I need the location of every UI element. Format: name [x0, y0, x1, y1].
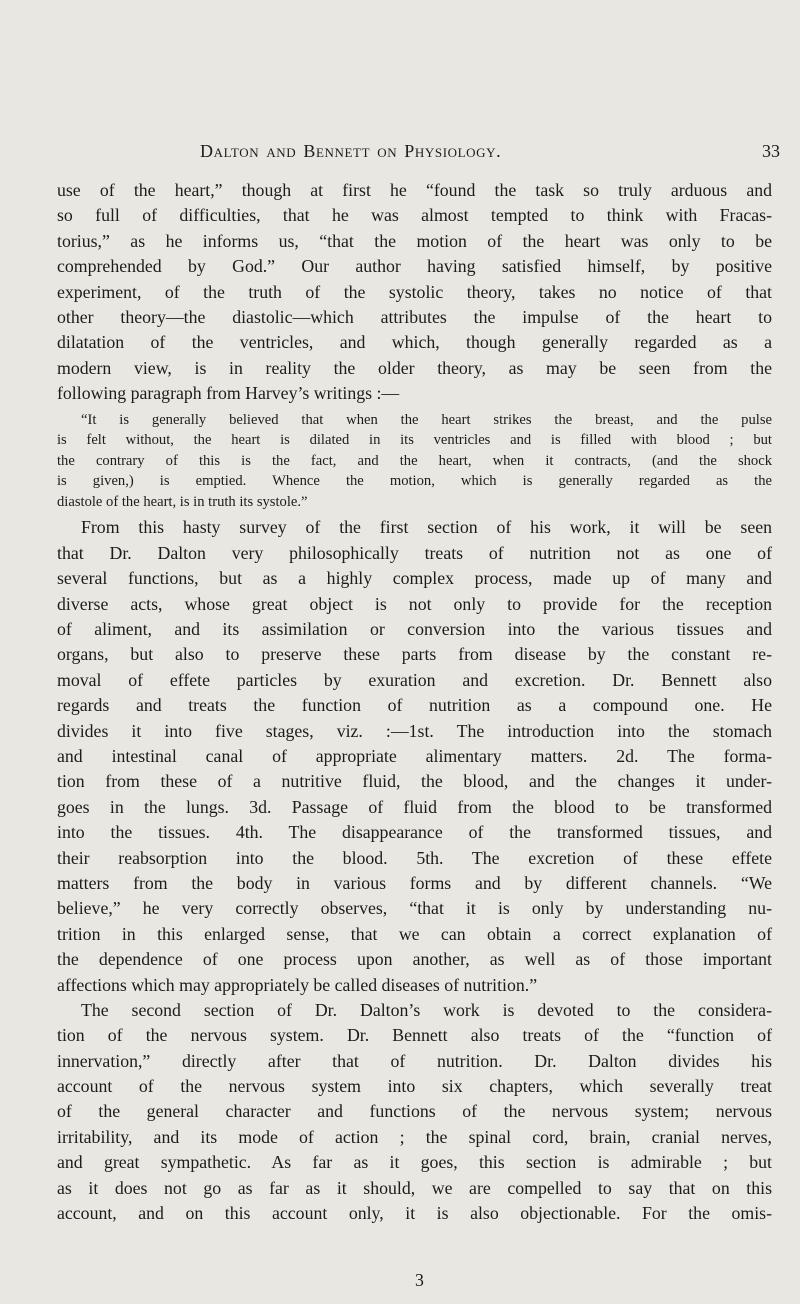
text-line: of aliment, and its assimilation or conversion into the various tissues and	[57, 619, 772, 640]
text-line: regards and treats the function of nutrition as a compound one. He	[57, 695, 772, 716]
text-line: experiment, of the truth of the systolic theory, takes no notice of that	[57, 281, 772, 302]
text-line: irritability, and its mode of action ; the spinal cord, brain, cranial nerves,	[57, 1126, 772, 1147]
quote-line: is given,) is emptied. Whence the motion, which is generally regarded as the	[57, 473, 772, 490]
paragraph-2	[57, 515, 772, 997]
text-line: so full of difficulties, that he was almost tempted to think with Fracas-	[57, 205, 772, 226]
text-line: goes in the lungs. 3d. Passage of fluid from the blood to be transformed	[57, 796, 772, 817]
text-line: and great sympathetic. As far as it goes, this section is admirable ; but	[57, 1152, 772, 1173]
text-line: use of the heart,” though at first he “found the task so truly arduous and	[57, 180, 772, 200]
text-line: moval of effete particles by exuration and excretion. Dr. Bennett also	[57, 669, 772, 690]
text-line: The second section of Dr. Dalton’s work is devoted to the considera-	[81, 999, 772, 1020]
text-line: affections which may appropriately be called diseases of nutrition.”	[57, 974, 538, 995]
paragraph-3	[57, 998, 772, 1227]
text-line: torius,” as he informs us, “that the motion of the heart was only to be	[57, 230, 772, 251]
text-line: that Dr. Dalton very philosophically treats of nutrition not as one of	[57, 542, 772, 563]
text-line: organs, but also to preserve these parts from disease by the constant re-	[57, 644, 772, 665]
page-number: 33	[762, 141, 780, 161]
text-line: innervation,” directly after that of nutrition. Dr. Dalton divides his	[57, 1050, 772, 1071]
text-line: and intestinal canal of appropriate alimentary matters. 2d. The forma-	[57, 746, 772, 766]
running-head	[200, 141, 780, 167]
quote-line: “It is generally believed that when the heart strikes the breast, and the pulse	[81, 411, 772, 428]
quote-line: diastole of the heart, is in truth its systole.”	[57, 493, 308, 510]
text-line: other theory—the diastolic—which attributes the impulse of the heart to	[57, 306, 772, 327]
text-line: of the general character and functions of the nervous system; nervous	[57, 1101, 772, 1122]
body-text	[57, 178, 772, 1226]
text-line: From this hasty survey of the first section of his work, it will be seen	[81, 517, 772, 538]
text-line: dilatation of the ventricles, and which, though generally regarded as a	[57, 332, 772, 353]
text-line: tion of the nervous system. Dr. Bennett also treats of the “function of	[57, 1025, 772, 1046]
quote-line: is felt without, the heart is dilated in its ventricles and is filled with blood ; but	[57, 432, 772, 449]
text-line: diverse acts, whose great object is not only to provide for the reception	[57, 593, 772, 614]
text-line: the dependence of one process upon another, as well as of those important	[57, 949, 772, 970]
text-line: following paragraph from Harvey’s writings :—	[57, 383, 400, 404]
text-line: several functions, but as a highly complex process, made up of many and	[57, 568, 772, 589]
text-line: comprehended by God.” Our author having satisfied himself, by positive	[57, 256, 772, 277]
text-line: believe,” he very correctly observes, “that it is only by understanding nu-	[57, 898, 772, 919]
text-line: trition in this enlarged sense, that we can obtain a correct explanation of	[57, 923, 772, 944]
text-line: into the tissues. 4th. The disappearance of the transformed tissues, and	[57, 822, 772, 843]
text-line: account of the nervous system into six chapters, which severally treat	[57, 1076, 772, 1097]
text-line: account, and on this account only, it is also objectionable. For the omis-	[57, 1203, 772, 1224]
text-line: tion from these of a nutritive fluid, the blood, and the changes it under-	[57, 771, 772, 792]
quote-line: the contrary of this is the fact, and the heart, when it contracts, (and the shock	[57, 452, 772, 469]
running-title: Dalton and Bennett on Physiology.	[200, 141, 502, 161]
paragraph-1	[57, 178, 772, 407]
text-line: as it does not go as far as it should, we are compelled to say that on this	[57, 1177, 772, 1198]
text-line: divides it into five stages, viz. :—1st. The introduction into the stomach	[57, 720, 772, 741]
text-line: matters from the body in various forms and by different channels. “We	[57, 872, 772, 893]
block-quote	[57, 410, 772, 513]
text-line: modern view, is in reality the older theory, as may be seen from the	[57, 357, 772, 378]
text-line: their reabsorption into the blood. 5th. The excretion of these effete	[57, 847, 772, 868]
signature-mark: 3	[415, 1270, 424, 1290]
